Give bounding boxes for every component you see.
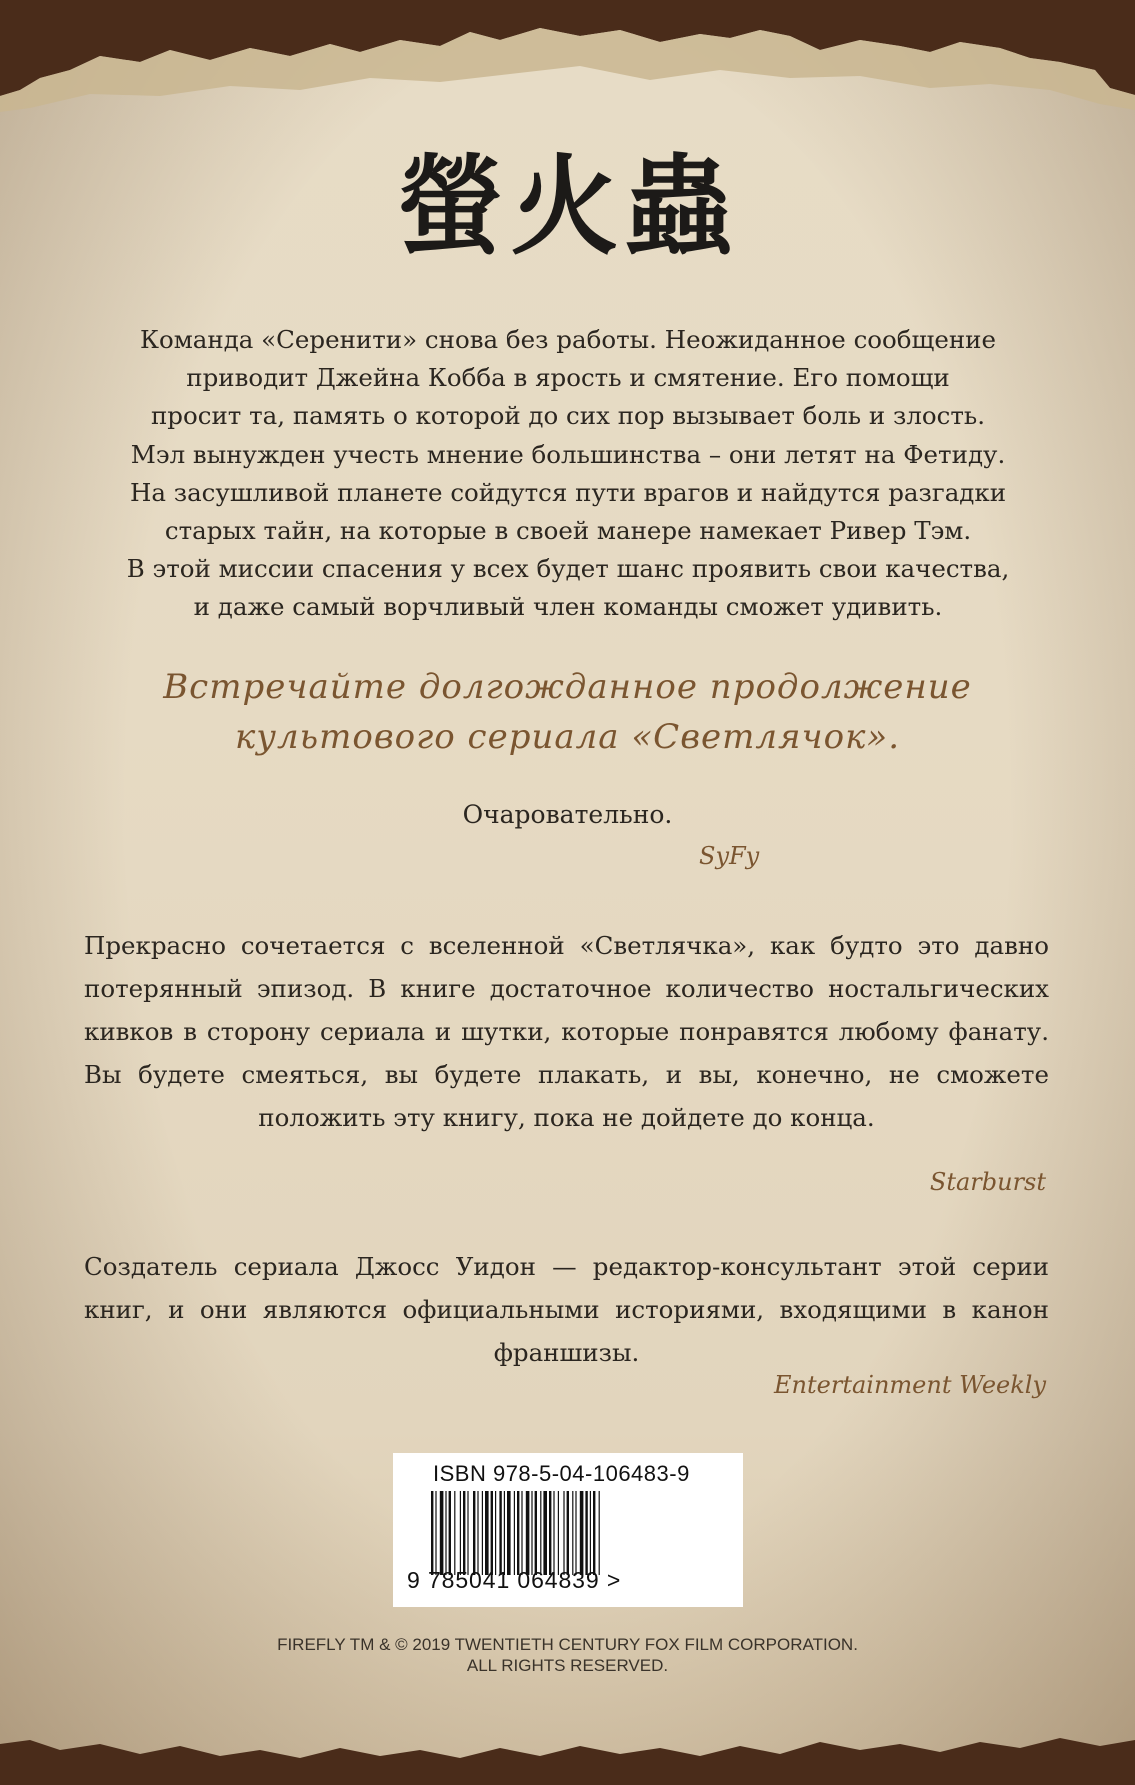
barcode-bar xyxy=(521,1491,522,1575)
barcode-bar xyxy=(563,1491,564,1575)
copyright-line: FIREFLY TM & © 2019 TWENTIETH CENTURY FOX FILM CORPORATION. xyxy=(277,1635,858,1654)
torn-paper-bottom-edge xyxy=(0,1700,1135,1785)
description-line: В этой миссии спасения у всех будет шанс проявить свои качества, xyxy=(126,554,1010,584)
barcode-bar xyxy=(553,1491,554,1575)
description-line: старых тайн, на которые в своей манере намекает Ривер Тэм. xyxy=(164,516,972,546)
description-line: и даже самый ворчливый член команды сможет удивить. xyxy=(193,592,943,622)
tagline-line: культового сериала «Светлячок». xyxy=(234,717,901,757)
description-line: На засушливой планете сойдутся пути врагов и найдутся разгадки xyxy=(129,477,1007,507)
barcode-bar xyxy=(477,1491,478,1575)
tagline-line: Встречайте долгожданное продолжение xyxy=(163,667,972,707)
barcode-image xyxy=(431,1491,693,1575)
barcode-bar xyxy=(482,1491,483,1575)
barcode-bar xyxy=(463,1491,465,1575)
barcode-bar xyxy=(467,1491,468,1575)
barcode-bar xyxy=(440,1491,444,1575)
firefly-chinese-logo: 螢火蟲 xyxy=(396,145,739,270)
barcode-bar xyxy=(572,1491,573,1575)
barcode-bar xyxy=(514,1491,515,1575)
barcode-bar xyxy=(473,1491,475,1575)
barcode-bar xyxy=(535,1491,537,1575)
barcode-bar xyxy=(531,1491,532,1575)
barcode-bar xyxy=(445,1491,446,1575)
barcode-bar xyxy=(491,1491,493,1575)
tagline xyxy=(140,662,995,762)
description-line: приводит Джейна Кобба в ярость и смятение. Его помощи xyxy=(186,363,950,393)
copyright-line: ALL RIGHTS RESERVED. xyxy=(466,1656,669,1675)
barcode-digits: 9 785041 064839 > xyxy=(407,1567,622,1593)
barcode-bar xyxy=(485,1491,489,1575)
review-quote: Прекрасно сочетается с вселенной «Светлячка», как будто это давно потерянный эпизод. В книге достаточное количество ностальгических кивков в сторону сериала и шутки, которые понравятся любому фанату. Вы будете смеяться, вы будете плакать, и вы, конечно, не сможете положить эту книгу, пока не дойдете до конца. xyxy=(84,931,1049,1132)
barcode-bar xyxy=(499,1491,501,1575)
torn-paper-top-edge xyxy=(0,0,1135,140)
review-source: SyFy xyxy=(699,842,760,870)
review-quote: Создатель сериала Джосс Уидон — редактор-консультант этой серии книг, и они являются официальными историями, входящими в канон франшизы. xyxy=(84,1252,1049,1367)
barcode-bar xyxy=(431,1491,433,1575)
barcode-bar xyxy=(454,1491,455,1575)
review-source: Starburst xyxy=(929,1168,1046,1196)
copyright-notice xyxy=(0,1634,1135,1676)
barcode-bar xyxy=(435,1491,436,1575)
barcode-bar xyxy=(549,1491,551,1575)
barcode-bar xyxy=(504,1491,505,1575)
isbn-barcode-label xyxy=(393,1453,743,1607)
barcode-bar xyxy=(526,1491,530,1575)
description-line: Команда «Серенити» снова без работы. Неожиданное сообщение xyxy=(139,325,996,354)
barcode-bar xyxy=(460,1491,461,1575)
description-line: Мэл вынужден учесть мнение большинства – они летят на Фетиду. xyxy=(130,439,1006,469)
barcode-bar xyxy=(575,1491,576,1575)
barcode-bar xyxy=(558,1491,559,1575)
isbn-number: ISBN 978-5-04-106483-9 xyxy=(433,1461,690,1486)
barcode-bar xyxy=(507,1491,511,1575)
review-quote: Очаровательно. xyxy=(462,800,673,829)
barcode-bar xyxy=(517,1491,519,1575)
barcode-bar xyxy=(567,1491,569,1575)
description-line: просит та, память о которой до сих пор вызывает боль и злость. xyxy=(150,401,986,431)
barcode-bar xyxy=(543,1491,547,1575)
barcode-bar xyxy=(540,1491,541,1575)
barcode-bar xyxy=(449,1491,451,1575)
barcode-bar xyxy=(495,1491,496,1575)
book-description xyxy=(78,321,1058,627)
review-source: Entertainment Weekly xyxy=(774,1371,1046,1399)
barcode-bar xyxy=(585,1491,587,1575)
barcode-bar xyxy=(580,1491,584,1575)
barcode-bar xyxy=(593,1491,595,1575)
barcode-bar xyxy=(590,1491,591,1575)
barcode-bar xyxy=(599,1491,600,1575)
